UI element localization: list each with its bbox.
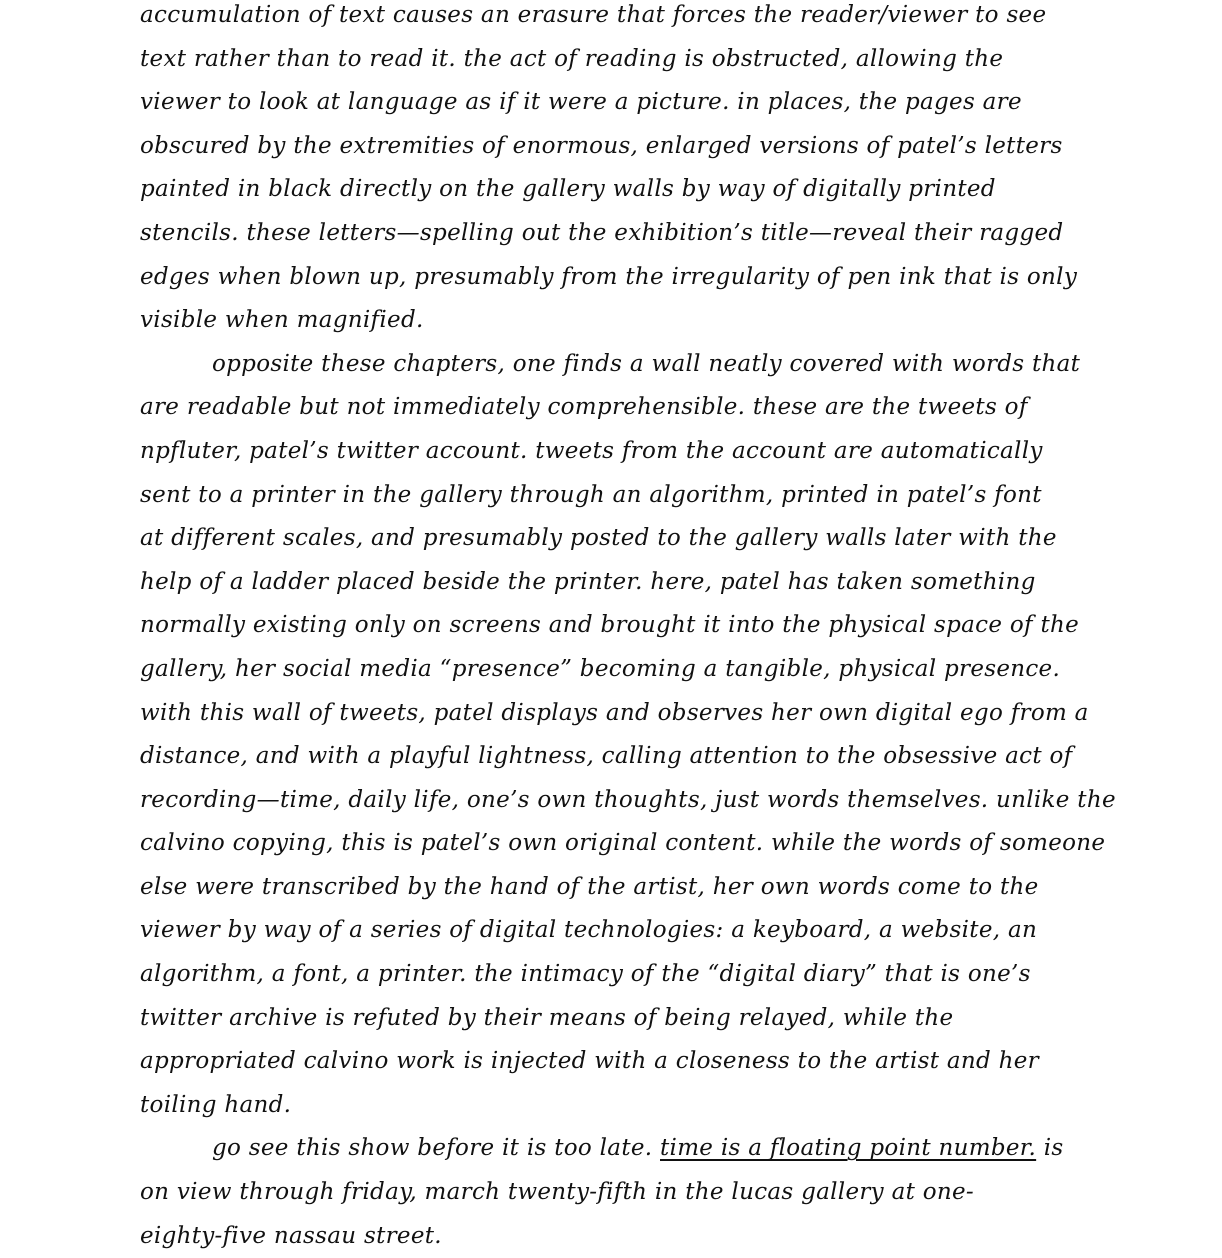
text-line: on view through friday, march twenty-fifth in the lucas gallery at one- (140, 1179, 974, 1206)
document-page (140, 0, 1116, 1258)
exhibition-title: time is a floating point number. (660, 1135, 1037, 1162)
text-fragment: go see this show before it is too late. (212, 1135, 660, 1162)
text-line: algorithm, a font, a printer. the intimacy of the “digital diary” that is one’s (140, 961, 1031, 988)
text-line: gallery, her social media “presence” becoming a tangible, physical presence. (140, 655, 1061, 682)
text-line: obscured by the extremities of enormous, enlarged versions of patel’s letters (140, 132, 1063, 159)
text-line: with this wall of tweets, patel displays and observes her own digital ego from a (140, 699, 1089, 726)
text-line: opposite these chapters, one finds a wall neatly covered with words that (212, 350, 1081, 377)
text-line: toiling hand. (140, 1091, 292, 1118)
text-line: are readable but not immediately comprehensible. these are the tweets of (140, 394, 1028, 421)
text-line: at different scales, and presumably posted to the gallery walls later with the (140, 525, 1057, 552)
text-line: stencils. these letters—spelling out the exhibition’s title—reveal their ragged (140, 219, 1064, 246)
paragraph-1 (140, 0, 1090, 343)
text-line: viewer to look at language as if it were a picture. in places, the pages are (140, 89, 1022, 116)
text-line: sent to a printer in the gallery through an algorithm, printed in patel’s font (140, 481, 1042, 508)
text-line: help of a ladder placed beside the printer. here, patel has taken something (140, 568, 1036, 595)
text-line: edges when blown up, presumably from the irregularity of pen ink that is only (140, 263, 1078, 290)
text-line: normally existing only on screens and brought it into the physical space of the (140, 612, 1080, 639)
paragraph-2 (140, 343, 1116, 1128)
text-fragment: is (1036, 1135, 1064, 1162)
text-line: painted in black directly on the gallery walls by way of digitally printed (140, 176, 996, 203)
text-line: eighty-five nassau street. (140, 1222, 442, 1249)
text-line: accumulation of text causes an erasure that forces the reader/viewer to see (140, 2, 1047, 28)
text-line: twitter archive is refuted by their means of being relayed, while the (140, 1004, 954, 1031)
text-line: text rather than to read it. the act of reading is obstructed, allowing the (140, 45, 1004, 72)
text-line: viewer by way of a series of digital technologies: a keyboard, a website, an (140, 917, 1038, 944)
paragraph-3 (140, 1127, 1090, 1258)
text-line: recording—time, daily life, one’s own thoughts, just words themselves. unlike the (140, 786, 1116, 813)
text-line (140, 1127, 1090, 1171)
text-line: calvino copying, this is patel’s own original content. while the words of someone (140, 830, 1106, 857)
text-line: visible when magnified. (140, 307, 424, 334)
text-line: distance, and with a playful lightness, calling attention to the obsessive act of (140, 743, 1073, 770)
text-line: else were transcribed by the hand of the artist, her own words come to the (140, 873, 1039, 900)
text-line: npfluter, patel’s twitter account. tweets from the account are automatically (140, 437, 1043, 464)
text-line: appropriated calvino work is injected with a closeness to the artist and her (140, 1048, 1039, 1075)
